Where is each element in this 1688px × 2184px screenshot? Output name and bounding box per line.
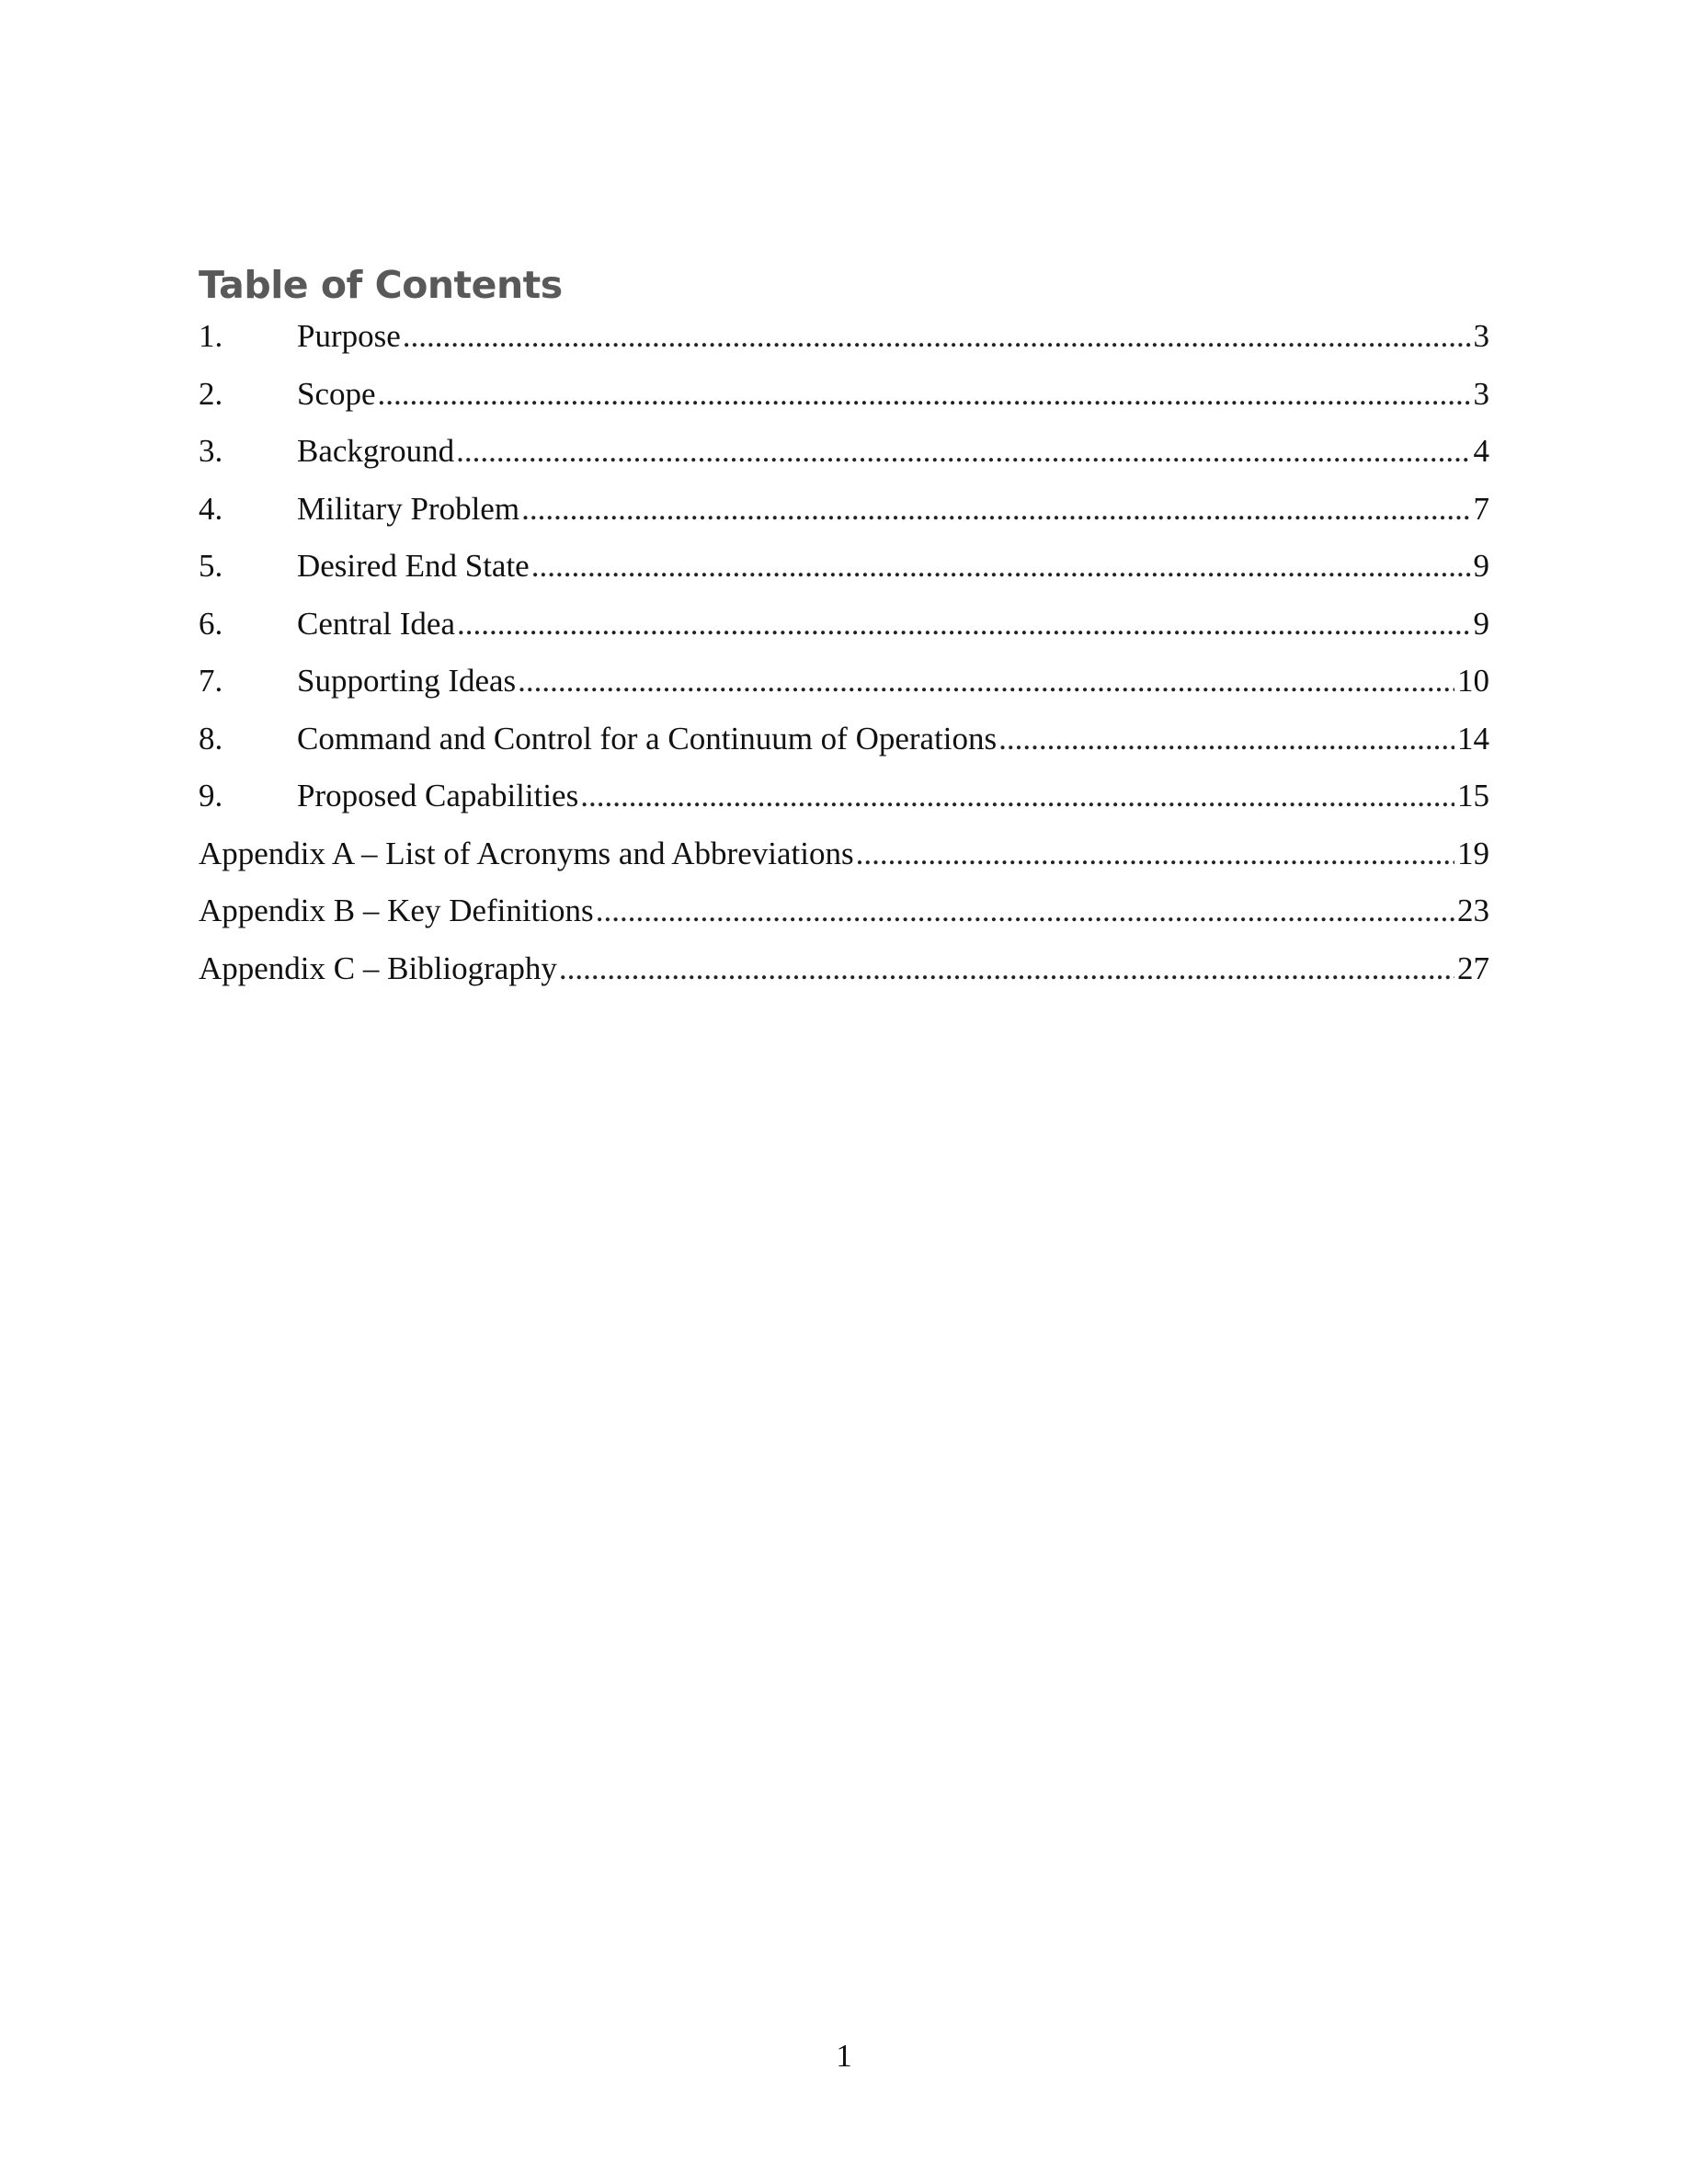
toc-entry[interactable] bbox=[199, 374, 1489, 432]
toc-entry-label: Military Problem bbox=[297, 490, 520, 527]
toc-entry-label: Appendix B – Key Definitions bbox=[199, 893, 594, 928]
toc-entry-label: Command and Control for a Continuum of Operations bbox=[297, 720, 998, 756]
toc-entry-page: 10 bbox=[1457, 663, 1489, 699]
toc-entry[interactable] bbox=[199, 834, 1489, 892]
page-number: 1 bbox=[836, 2038, 852, 2074]
toc-dot-leader bbox=[531, 546, 1471, 586]
toc-entry-number: 7. bbox=[199, 663, 223, 699]
toc-entry-label: Purpose bbox=[297, 318, 401, 354]
toc-entry-page: 15 bbox=[1457, 778, 1489, 813]
toc-entry[interactable] bbox=[199, 776, 1489, 834]
toc-entry[interactable] bbox=[199, 546, 1489, 604]
toc-entry-page: 9 bbox=[1473, 548, 1489, 584]
toc-dot-leader bbox=[457, 604, 1471, 644]
toc-entry-label: Supporting Ideas bbox=[297, 663, 517, 699]
toc-entry-page: 27 bbox=[1457, 950, 1489, 986]
toc-entry-number: 6. bbox=[199, 605, 223, 642]
toc-entry-label: Appendix A – List of Acronyms and Abbreviations bbox=[199, 835, 854, 871]
toc-entry[interactable] bbox=[199, 316, 1489, 374]
toc-entry-number: 5. bbox=[199, 548, 223, 584]
toc-entry[interactable] bbox=[199, 661, 1489, 719]
toc-entry-label: Desired End State bbox=[297, 548, 530, 584]
toc-entry-number: 1. bbox=[199, 318, 223, 354]
toc-entry-number: 2. bbox=[199, 375, 223, 412]
toc-entry-label: Central Idea bbox=[297, 605, 455, 642]
toc-dot-leader bbox=[518, 661, 1454, 701]
toc-entry-number: 3. bbox=[199, 433, 223, 469]
toc-entry[interactable] bbox=[199, 604, 1489, 662]
toc-list bbox=[199, 316, 1489, 1006]
toc-dot-leader bbox=[856, 834, 1454, 874]
toc-entry-number: 8. bbox=[199, 720, 223, 756]
toc-entry-label: Scope bbox=[297, 375, 376, 412]
toc-entry-label: Appendix C – Bibliography bbox=[199, 950, 557, 986]
toc-entry-page: 4 bbox=[1473, 433, 1489, 469]
toc-entry-number: 9. bbox=[199, 778, 223, 813]
toc-dot-leader bbox=[378, 374, 1471, 415]
toc-dot-leader bbox=[580, 776, 1454, 816]
toc-entry-label: Proposed Capabilities bbox=[297, 778, 579, 813]
toc-entry[interactable] bbox=[199, 891, 1489, 949]
toc-dot-leader bbox=[596, 891, 1454, 931]
toc-entry-page: 7 bbox=[1473, 490, 1489, 527]
toc-entry-label: Background bbox=[297, 433, 455, 469]
toc-entry[interactable] bbox=[199, 719, 1489, 777]
toc-entry-page: 14 bbox=[1457, 720, 1489, 756]
toc-entry-page: 3 bbox=[1473, 318, 1489, 354]
toc-dot-leader bbox=[998, 719, 1454, 759]
toc-dot-leader bbox=[456, 431, 1470, 472]
table-of-contents bbox=[199, 259, 1489, 1006]
toc-dot-leader bbox=[403, 316, 1471, 357]
toc-entry-page: 3 bbox=[1473, 375, 1489, 412]
toc-entry-page: 9 bbox=[1473, 605, 1489, 642]
toc-entry[interactable] bbox=[199, 949, 1489, 1007]
toc-dot-leader bbox=[559, 949, 1454, 989]
toc-entry-number: 4. bbox=[199, 490, 223, 527]
toc-entry-page: 23 bbox=[1457, 893, 1489, 928]
toc-title: Table of Contents bbox=[199, 263, 563, 307]
toc-entry[interactable] bbox=[199, 489, 1489, 547]
toc-entry-page: 19 bbox=[1457, 835, 1489, 871]
toc-dot-leader bbox=[521, 489, 1470, 529]
toc-entry[interactable] bbox=[199, 431, 1489, 489]
